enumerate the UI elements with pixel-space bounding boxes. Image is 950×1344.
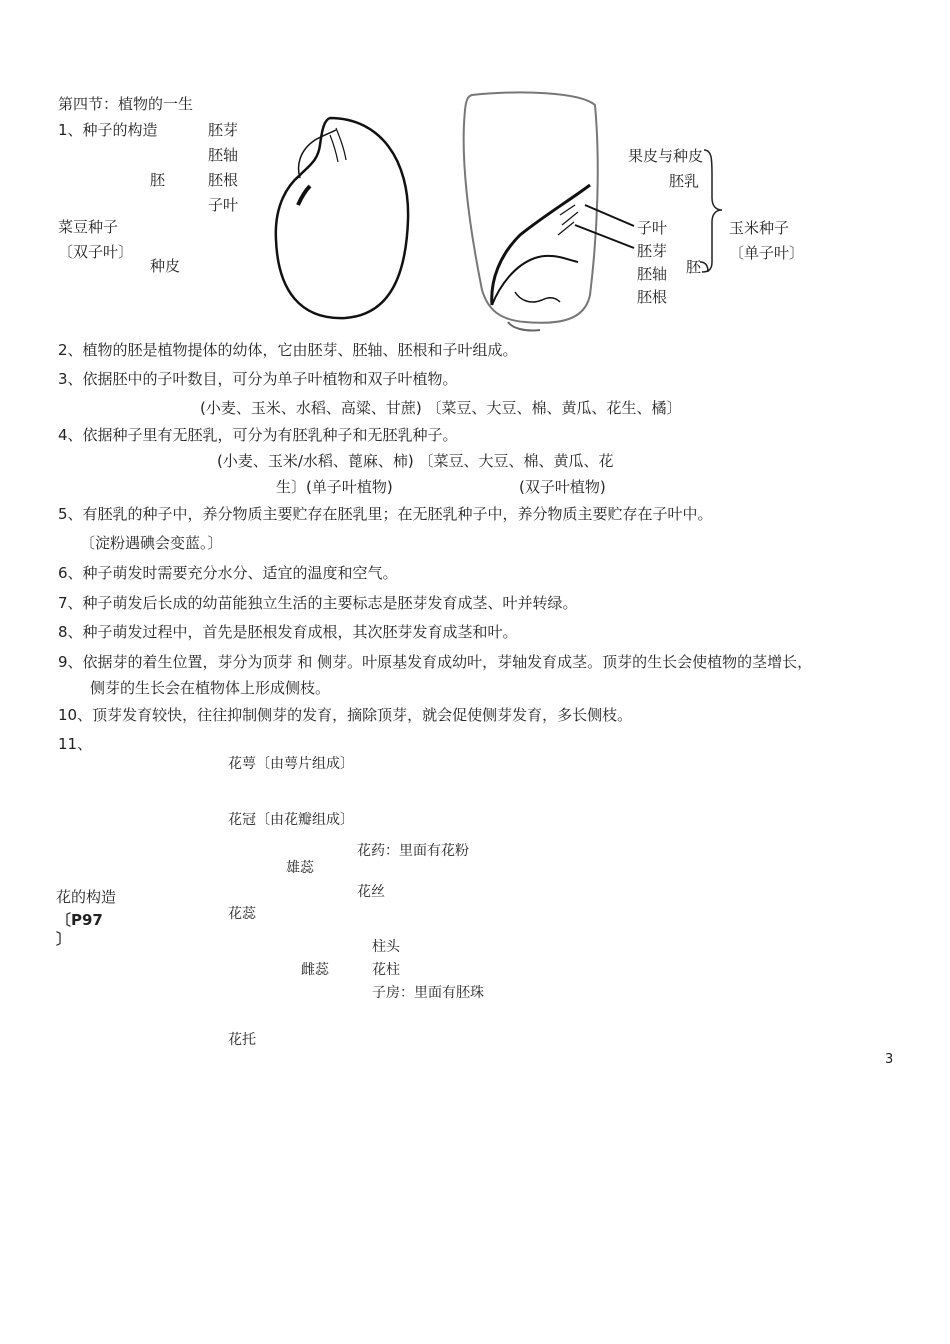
- point-9-line2: 侧芽的生长会在植物体上形成侧枝。: [90, 679, 331, 697]
- flower-page-ref: 〔P97: [56, 911, 103, 929]
- corn-brace: [700, 150, 722, 272]
- monocot-label: 〔单子叶〕: [729, 244, 805, 262]
- flower-structure-label: 花的构造: [56, 888, 117, 906]
- bean-embryo-label: 胚: [150, 171, 166, 189]
- bean-hypocotyl-label: 胚轴: [208, 146, 239, 164]
- point-6: 6、种子萌发时需要充分水分、适宜的温度和空气。: [58, 564, 398, 582]
- corn-embryo-label: 胚: [686, 258, 702, 276]
- corn-seed-label: 玉米种子: [729, 219, 790, 237]
- flower-ovary: 子房：里面有胚珠: [372, 985, 484, 1001]
- bean-cotyledon-label: 子叶: [208, 196, 239, 214]
- flower-stigma: 柱头: [372, 939, 400, 955]
- bean-seed-diagram: [276, 118, 408, 318]
- flower-style: 花柱: [372, 962, 400, 978]
- point-4-examples-line1: (小麦、玉米/水稻、蓖麻、柿) 〔菜豆、大豆、棉、黄瓜、花: [217, 452, 614, 470]
- corn-plumule-label: 胚芽: [637, 242, 668, 260]
- bean-seed-label: 菜豆种子: [58, 218, 119, 236]
- flower-filament: 花丝: [357, 884, 385, 900]
- flower-pistil-group: 花蕊: [228, 906, 256, 922]
- corn-cotyledon-label: 子叶: [637, 219, 668, 237]
- flower-stamen: 雄蕊: [286, 860, 314, 876]
- point-3: 3、依据胚中的子叶数目，可分为单子叶植物和双子叶植物。: [58, 370, 458, 388]
- flower-page-ref-close: 〕: [56, 930, 72, 948]
- flower-pistil: 雌蕊: [301, 962, 329, 978]
- corn-seed-diagram: [464, 92, 634, 330]
- point-5-note: 〔淀粉遇碘会变蓝。〕: [80, 534, 223, 552]
- flower-anther: 花药：里面有花粉: [357, 843, 469, 859]
- point-11: 11、: [58, 735, 93, 753]
- seed-coat-label: 种皮: [150, 257, 181, 275]
- bean-plumule-label: 胚芽: [208, 121, 239, 139]
- point-10: 10、顶芽发育较快，往往抑制侧芽的发育，摘除顶芽，就会促使侧芽发育，多长侧枝。: [58, 706, 633, 724]
- point-4-examples-monocot: 生〕(单子叶植物): [276, 478, 393, 496]
- point-4-examples-dicot: (双子叶植物): [519, 478, 606, 496]
- bean-radicle-label: 胚根: [208, 171, 239, 189]
- point-4: 4、依据种子里有无胚乳，可分为有胚乳种子和无胚乳种子。: [58, 426, 458, 444]
- corn-radicle-label: 胚根: [637, 288, 668, 306]
- point-8: 8、种子萌发过程中，首先是胚根发育成根，其次胚芽发育成茎和叶。: [58, 623, 518, 641]
- flower-corolla: 花冠〔由花瓣组成〕: [228, 812, 354, 828]
- corn-pericarp-label: 果皮与种皮: [628, 147, 704, 165]
- flower-calyx: 花萼〔由萼片组成〕: [228, 756, 354, 772]
- dicot-label: 〔双子叶〕: [58, 243, 134, 261]
- point-7: 7、种子萌发后长成的幼苗能独立生活的主要标志是胚芽发育成茎、叶并转绿。: [58, 594, 578, 612]
- page-title: 第四节：植物的一生: [58, 95, 194, 113]
- flower-receptacle: 花托: [228, 1032, 256, 1048]
- corn-hypocotyl-label: 胚轴: [637, 265, 668, 283]
- corn-endosperm-label: 胚乳: [669, 172, 700, 190]
- point-5: 5、有胚乳的种子中，养分物质主要贮存在胚乳里；在无胚乳种子中，养分物质主要贮存在子叶中。: [58, 505, 713, 523]
- point-3-examples: (小麦、玉米、水稻、高粱、甘蔗) 〔菜豆、大豆、棉、黄瓜、花生、橘〕: [200, 399, 682, 417]
- seed-structure-heading: 1、种子的构造: [58, 121, 158, 139]
- point-2: 2、植物的胚是植物提体的幼体，它由胚芽、胚轴、胚根和子叶组成。: [58, 341, 518, 359]
- page-number: 3: [885, 1052, 894, 1067]
- point-9-line1: 9、依据芽的着生位置，芽分为顶芽 和 侧芽。叶原基发育成幼叶，芽轴发育成茎。顶芽的生长会使植物的茎增长，: [58, 653, 813, 671]
